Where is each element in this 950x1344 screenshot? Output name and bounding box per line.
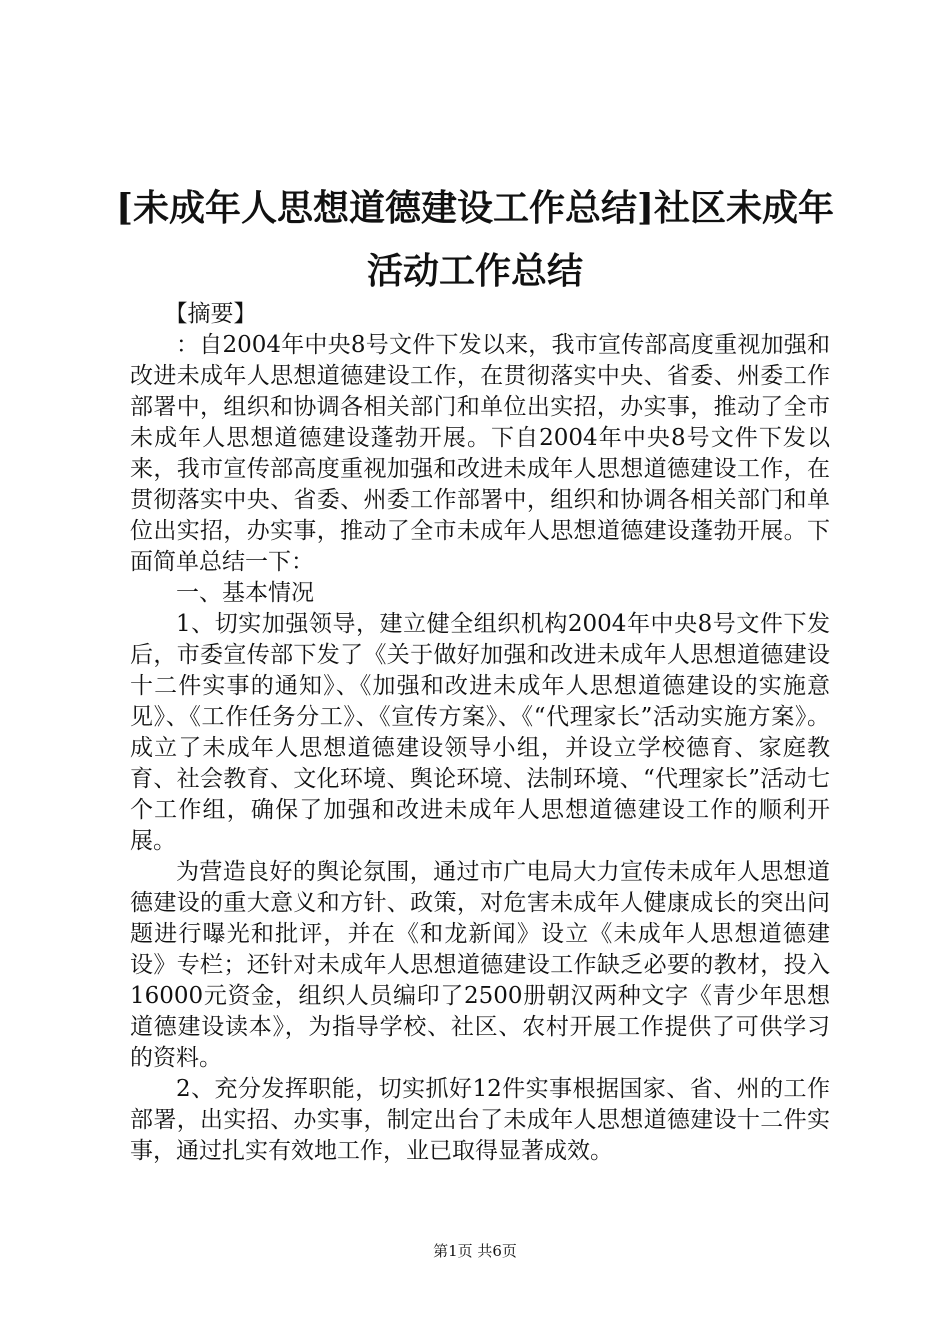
body-paragraph-2: 为营造良好的舆论氛围，通过市广电局大力宣传未成年人思想道德建设的重大意义和方针、政策，对危害未成年人健康成长的突出问题进行曝光和批评，并在《和龙新闻》设立《未成年人思想道德建设》专栏；还针对未成年人思想道德建设工作缺乏必要的教材，投入16000元资金，组织人员编印了2500册朝汉两种文字《青少年思想道德建设读本》，为指导学校、社区、农村开展工作提供了可供学习的资料。 <box>130 859 830 1071</box>
document-title-line2: 活动工作总结 <box>366 250 583 292</box>
body-paragraph-3: 2、充分发挥职能，切实抓好12件实事根据国家、省、州的工作部署，出实招、办实事，制定出台了未成年人思想道德建设十二件实事，通过扎实有效地工作，业已取得显著成效。 <box>130 1076 830 1164</box>
abstract-label: 【摘要】 <box>164 301 257 327</box>
section-heading-basic-situation: 一、基本情况 <box>176 580 314 606</box>
document-body <box>130 299 830 1167</box>
body-paragraph-1: 1、切实加强领导，建立健全组织机构2004年中央8号文件下发后，市委宣传部下发了《关于做好加强和改进未成年人思想道德建设十二件实事的通知》、《加强和改进未成年人思想道德建设的实施意见》、《工作任务分工》、《宣传方案》、《“代理家长”活动实施方案》。成立了未成年人思想道德建设领导小组，并设立学校德育、家庭教育、社会教育、文化环境、舆论环境、法制环境、“代理家长”活动七个工作组，确保了加强和改进未成年人思想道德建设工作的顺利开展。 <box>130 611 830 854</box>
document-title-line1: [未成年人思想道德建设工作总结]社区未成年 <box>115 187 835 229</box>
page-footer: 第1页 共6页 <box>433 1242 517 1260</box>
abstract-paragraph: ：自2004年中央8号文件下发以来，我市宣传部高度重视加强和改进未成年人思想道德建设工作，在贯彻落实中央、省委、州委工作部署中，组织和协调各相关部门和单位出实招，办实事，推动了全市未成年人思想道德建设蓬勃开展。下自2004年中央8号文件下发以来，我市宣传部高度重视加强和改进未成年人思想道德建设工作，在贯彻落实中央、省委、州委工作部署中，组织和协调各相关部门和单位出实招，办实事，推动了全市未成年人思想道德建设蓬勃开展。下面简单总结一下： <box>130 332 830 575</box>
